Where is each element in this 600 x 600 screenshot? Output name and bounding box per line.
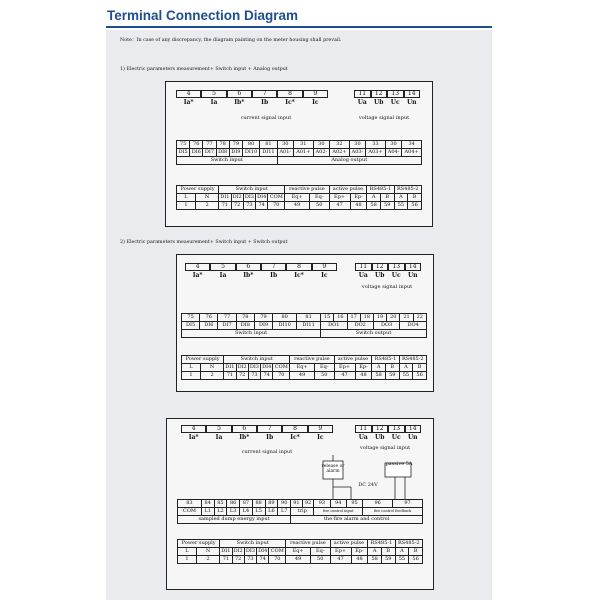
terminal-number: 70 — [268, 202, 285, 210]
terminal-label: Ib* — [234, 99, 245, 106]
terminal-number: 74 — [256, 202, 268, 210]
terminal-label: A — [395, 548, 409, 556]
terminal-label: N — [195, 194, 218, 202]
terminal-number: 87 — [240, 500, 253, 508]
terminal-label: Eq+ — [285, 194, 310, 202]
io-number-row — [177, 141, 422, 149]
terminal-label: Ia — [219, 272, 227, 279]
terminal-number: 48 — [351, 556, 368, 564]
terminal-number: 71 — [224, 372, 236, 380]
terminal-label: Ep- — [350, 194, 367, 202]
terminal-number: 50 — [310, 556, 330, 564]
terminal-label: Ia* — [183, 99, 194, 106]
terminal-label: COM — [269, 194, 283, 200]
terminal-number: 59 — [381, 556, 395, 564]
terminal-label: DI3 — [244, 194, 254, 200]
terminal-label: Uc — [390, 99, 400, 106]
terminal-number: 6 — [232, 425, 257, 433]
terminal-label: Un — [407, 434, 418, 441]
power-header-row — [178, 540, 423, 548]
terminal-number: 73 — [248, 372, 260, 380]
terminal-number: 88 — [252, 500, 265, 508]
terminal-label: DI5 — [182, 322, 200, 330]
terminal-number: 21 — [400, 314, 413, 322]
group-header: RS485-1 — [367, 186, 394, 194]
terminal-label: Ia — [210, 99, 218, 106]
terminal-label: Ia — [215, 434, 223, 441]
terminal-number: 50 — [309, 202, 329, 210]
terminal-number: 11 — [355, 425, 372, 433]
diagram-1 — [165, 81, 433, 227]
terminal-number: 58 — [368, 556, 382, 564]
terminal-number: 81 — [297, 314, 321, 322]
terminal-number: 49 — [290, 372, 315, 380]
power-label-row — [178, 548, 423, 556]
terminal-label: Eq- — [314, 364, 334, 372]
terminal-number: 73 — [244, 556, 256, 564]
terminal-label: DI3 — [249, 364, 259, 370]
power-label-row — [182, 364, 427, 372]
terminal-number: 32 — [330, 141, 350, 149]
terminal-label: B — [380, 194, 394, 202]
terminal-label: L — [177, 194, 196, 202]
terminal-label: DO3 — [373, 322, 399, 330]
terminal-label: DI9 — [229, 149, 242, 157]
terminal-label: Ua — [358, 434, 368, 441]
switch-input-caption: Switch input — [177, 157, 278, 165]
terminal-number: 70 — [269, 556, 286, 564]
group-header: RS485-1 — [372, 356, 399, 364]
terminal-label: L2 — [214, 508, 227, 516]
terminal-label: B — [381, 548, 395, 556]
terminal-number: 79 — [254, 314, 272, 322]
terminal-label: L3 — [227, 508, 240, 516]
terminal-label: A02- — [313, 149, 329, 157]
terminal-number: 71 — [220, 556, 232, 564]
terminal-number: 77 — [203, 141, 216, 149]
terminal-label: DI4 — [258, 548, 268, 554]
io-table-1 — [176, 140, 422, 165]
terminal-label: Ic* — [285, 99, 295, 106]
terminal-label: Ib — [270, 272, 278, 279]
terminal-label: Ep- — [351, 548, 368, 556]
terminal-number: 55 — [394, 202, 408, 210]
group-header: active pulse — [334, 356, 372, 364]
terminal-label: L7 — [278, 508, 291, 516]
terminal-label: Ic — [312, 99, 319, 106]
terminal-number: 95 — [346, 500, 362, 508]
power-header-row — [182, 356, 427, 364]
terminal-label: DI5 — [177, 149, 190, 157]
terminal-number: 72 — [232, 556, 244, 564]
terminal-number: 58 — [372, 372, 386, 380]
terminal-label: A — [399, 364, 413, 372]
terminal-label: DI1 — [225, 364, 235, 370]
section-1-heading: 1) Electric parameters measurement+ Switch input + Analog output — [120, 67, 288, 72]
terminal-label: L5 — [252, 508, 265, 516]
terminal-label: Uc — [391, 272, 401, 279]
terminal-label: Ub — [375, 434, 385, 441]
terminal-label: A04- — [385, 149, 401, 157]
terminal-label: Eq+ — [290, 364, 315, 372]
group-header: reactive pulse — [290, 356, 334, 364]
terminal-number: 5 — [201, 90, 226, 98]
terminal-label: A — [394, 194, 408, 202]
terminal-number: 80 — [242, 141, 259, 149]
terminal-number: 33 — [366, 141, 386, 149]
terminal-number: 9 — [308, 425, 333, 433]
group-header: active pulse — [330, 540, 368, 548]
io-caption-row — [177, 157, 422, 165]
terminal-label: DI9 — [254, 322, 272, 330]
terminal-number: 30 — [313, 141, 329, 149]
terminal-number: 30 — [385, 141, 401, 149]
release-label: release or alarm — [321, 464, 345, 474]
terminal-label: DI3 — [245, 548, 255, 554]
dc-label: DC 24V — [358, 482, 378, 488]
terminal-label: DO1 — [321, 322, 347, 330]
terminal-number: 9 — [303, 90, 328, 98]
group-header: RS485-2 — [399, 356, 426, 364]
terminal-number: 89 — [265, 500, 278, 508]
analog-output-caption: Analog output — [277, 157, 421, 165]
page-title: Terminal Connection Diagram — [107, 8, 299, 23]
terminal-number: 49 — [285, 202, 310, 210]
terminal-label: Ua — [357, 99, 367, 106]
terminal-label: Ic* — [290, 434, 300, 441]
switch-output-caption: Switch output — [321, 330, 427, 338]
terminal-label: DI6 — [200, 322, 218, 330]
terminal-number: 4 — [176, 90, 201, 98]
terminal-number: 20 — [387, 314, 400, 322]
terminal-number: 48 — [355, 372, 372, 380]
terminal-label: DI2 — [237, 364, 247, 370]
terminal-number: 8 — [286, 263, 311, 271]
terminal-number: 30 — [349, 141, 365, 149]
group-header: reactive pulse — [286, 540, 330, 548]
terminal-label: A — [372, 364, 386, 372]
fire-caption-row — [178, 516, 423, 524]
terminal-number: 5 — [206, 425, 231, 433]
terminal-number: 31 — [293, 141, 313, 149]
terminal-number: 92 — [302, 500, 314, 508]
passive-label: passive 5A — [385, 461, 413, 467]
terminal-number: 8 — [282, 425, 307, 433]
terminal-label: fire control input — [314, 508, 363, 516]
terminal-number: 94 — [330, 500, 346, 508]
terminal-number: 97 — [393, 500, 423, 508]
terminal-label: Un — [406, 99, 417, 106]
terminal-label: DI6 — [190, 149, 203, 157]
terminal-label: COM — [274, 364, 288, 370]
diagram-3 — [166, 418, 434, 590]
terminal-number: 48 — [350, 202, 367, 210]
terminal-label: DI8 — [216, 149, 229, 157]
section-2-heading: 2) Electric parameters measurement+ Switch input + Switch output — [120, 240, 288, 245]
group-header: Power supply — [178, 540, 220, 548]
terminal-number: 15 — [321, 314, 334, 322]
terminal-number: 70 — [273, 372, 290, 380]
terminal-number: 56 — [413, 372, 427, 380]
terminal-label: Ia* — [188, 434, 199, 441]
terminal-label: Uc — [391, 434, 401, 441]
terminal-number: 11 — [355, 263, 372, 271]
fire-label-row — [178, 508, 423, 516]
terminal-label: A02+ — [330, 149, 350, 157]
terminal-number: 2 — [200, 372, 223, 380]
terminal-label: Ic — [317, 434, 324, 441]
terminal-label: Ia* — [192, 272, 203, 279]
voltage-caption: voltage signal input — [358, 115, 410, 121]
terminal-number: 14 — [405, 425, 422, 433]
terminal-number: 34 — [402, 141, 422, 149]
terminal-number: 7 — [257, 425, 282, 433]
terminal-number: 59 — [380, 202, 394, 210]
terminal-label: DO2 — [347, 322, 373, 330]
io-caption-row — [182, 330, 427, 338]
terminal-number: 90 — [278, 500, 291, 508]
terminal-number: 6 — [227, 90, 252, 98]
terminal-label: Ep+ — [330, 548, 351, 556]
terminal-number: 22 — [413, 314, 426, 322]
terminal-label: Un — [407, 272, 418, 279]
terminal-number: 12 — [372, 263, 389, 271]
terminal-label: Eq- — [309, 194, 329, 202]
terminal-number: 9 — [312, 263, 337, 271]
terminal-label: DI4 — [262, 364, 272, 370]
terminal-label: Ib — [266, 434, 274, 441]
power-number-row — [178, 556, 423, 564]
terminal-number: 14 — [404, 90, 421, 98]
terminal-label: trip — [291, 508, 314, 516]
terminal-number: 8 — [277, 90, 302, 98]
power-number-row — [177, 202, 422, 210]
fire-number-row — [178, 500, 423, 508]
terminal-label: DI8 — [236, 322, 254, 330]
terminal-number: 55 — [395, 556, 409, 564]
terminal-label: DI2 — [233, 548, 243, 554]
terminal-label: A — [368, 548, 382, 556]
terminal-label: B — [385, 364, 399, 372]
current-caption: current signal input — [240, 115, 292, 121]
terminal-label: Eq+ — [286, 548, 311, 556]
terminal-number: 17 — [347, 314, 360, 322]
terminal-number: 96 — [363, 500, 393, 508]
terminal-label: Ub — [375, 272, 385, 279]
title-rule — [106, 26, 492, 28]
terminal-number: 47 — [334, 372, 355, 380]
terminal-number: 76 — [190, 141, 203, 149]
terminal-number: 91 — [291, 500, 303, 508]
group-header: RS485-1 — [368, 540, 395, 548]
terminal-number: 59 — [385, 372, 399, 380]
power-number-row — [182, 372, 427, 380]
terminal-number: 12 — [371, 90, 388, 98]
terminal-label: DI7 — [218, 322, 236, 330]
terminal-label: N — [196, 548, 219, 556]
terminal-label: Eq- — [310, 548, 330, 556]
terminal-number: 5 — [210, 263, 235, 271]
group-header: Switch input — [220, 540, 286, 548]
terminal-number: 13 — [388, 425, 405, 433]
terminal-number: 1 — [182, 372, 201, 380]
group-header: Switch input — [224, 356, 290, 364]
terminal-number: 2 — [196, 556, 219, 564]
terminal-number: 13 — [387, 90, 404, 98]
terminal-number: 12 — [372, 425, 389, 433]
terminal-number: 6 — [236, 263, 261, 271]
terminal-label: N — [200, 364, 223, 372]
terminal-number: 16 — [334, 314, 347, 322]
terminal-number: 2 — [195, 202, 218, 210]
terminal-label: B — [413, 364, 427, 372]
terminal-number: 78 — [216, 141, 229, 149]
terminal-number: 81 — [260, 141, 277, 149]
terminal-number: 56 — [409, 556, 423, 564]
io-table-2 — [181, 313, 427, 338]
switch-input-caption: Switch input — [182, 330, 321, 338]
terminal-number: 74 — [257, 556, 269, 564]
group-header: RS485-2 — [395, 540, 422, 548]
terminal-label: Ic — [321, 272, 328, 279]
terminal-number: 1 — [177, 202, 196, 210]
terminal-number: 73 — [243, 202, 255, 210]
terminal-label: Ep+ — [334, 364, 355, 372]
terminal-number: 86 — [227, 500, 240, 508]
terminal-label: Ub — [374, 99, 384, 106]
terminal-number: 11 — [354, 90, 371, 98]
terminal-label: B — [408, 194, 422, 202]
current-caption: current signal input — [241, 449, 293, 455]
terminal-number: 50 — [314, 372, 334, 380]
terminal-number: 75 — [177, 141, 190, 149]
terminal-label: COM — [178, 508, 202, 516]
group-header: RS485-2 — [394, 186, 421, 194]
terminal-number: 1 — [178, 556, 197, 564]
terminal-label: Ua — [358, 272, 368, 279]
terminal-number: 83 — [178, 500, 202, 508]
voltage-caption: voltage signal input — [361, 284, 413, 290]
group-header: Power supply — [182, 356, 224, 364]
terminal-number: 72 — [231, 202, 243, 210]
terminal-label: A03+ — [366, 149, 386, 157]
terminal-label: Ep+ — [329, 194, 350, 202]
sampled-energy-caption: sampled dump energy input — [178, 516, 291, 524]
io-label-row — [182, 322, 427, 330]
power-header-row — [177, 186, 422, 194]
terminal-label: DI1 — [220, 194, 230, 200]
terminal-number: 4 — [181, 425, 206, 433]
terminal-number: 47 — [330, 556, 351, 564]
relay-wiring-diagram — [307, 453, 427, 499]
terminal-label: DO4 — [400, 322, 427, 330]
terminal-number: 14 — [405, 263, 422, 271]
terminal-number: 76 — [200, 314, 218, 322]
terminal-number: 7 — [252, 90, 277, 98]
terminal-label: Ib* — [239, 434, 250, 441]
terminal-number: 55 — [399, 372, 413, 380]
terminal-number: 30 — [277, 141, 293, 149]
terminal-label: L — [178, 548, 197, 556]
terminal-number: 72 — [236, 372, 248, 380]
power-table-2 — [181, 355, 427, 380]
terminal-label: COM — [270, 548, 284, 554]
terminal-label: L4 — [240, 508, 253, 516]
terminal-number: 19 — [373, 314, 386, 322]
terminal-label: DI7 — [203, 149, 216, 157]
terminal-label: DI10 — [242, 149, 259, 157]
terminal-label: A01+ — [293, 149, 313, 157]
terminal-number: 58 — [367, 202, 381, 210]
group-header: Switch input — [219, 186, 285, 194]
terminal-number: 84 — [201, 500, 214, 508]
terminal-label: DI2 — [232, 194, 242, 200]
power-label-row — [177, 194, 422, 202]
terminal-label: DI10 — [273, 322, 297, 330]
terminal-label: A03- — [349, 149, 365, 157]
fire-table — [177, 499, 423, 524]
terminal-number: 7 — [261, 263, 286, 271]
terminal-label: Ib* — [243, 272, 254, 279]
terminal-number: 80 — [273, 314, 297, 322]
diagram-2 — [176, 254, 434, 392]
terminal-label: Ic* — [294, 272, 304, 279]
terminal-number: 18 — [360, 314, 373, 322]
terminal-label: L1 — [201, 508, 214, 516]
terminal-label: DI11 — [297, 322, 321, 330]
terminal-label: Ib — [261, 99, 269, 106]
group-header: active pulse — [329, 186, 367, 194]
terminal-label: L6 — [265, 508, 278, 516]
terminal-number: 49 — [286, 556, 311, 564]
terminal-number: 4 — [185, 263, 210, 271]
terminal-number: 13 — [388, 263, 405, 271]
note-text: Note：In case of any discrepancy, the diagram painting on the meter housing shall prevail. — [120, 38, 342, 43]
terminal-number: 56 — [408, 202, 422, 210]
terminal-label: DI4 — [257, 194, 267, 200]
group-header: reactive pulse — [285, 186, 329, 194]
terminal-label: A01- — [277, 149, 293, 157]
power-table-1 — [176, 185, 422, 210]
terminal-label: A04+ — [402, 149, 422, 157]
terminal-label: DI1 — [221, 548, 231, 554]
terminal-number: 74 — [261, 372, 273, 380]
terminal-number: 47 — [329, 202, 350, 210]
io-number-row — [182, 314, 427, 322]
terminal-number: 71 — [219, 202, 231, 210]
terminal-label: B — [409, 548, 423, 556]
terminal-number: 85 — [214, 500, 227, 508]
terminal-number: 79 — [229, 141, 242, 149]
terminal-label: L — [182, 364, 201, 372]
terminal-label: Ep- — [355, 364, 372, 372]
terminal-label: A — [367, 194, 381, 202]
terminal-label: fire control feedback — [363, 508, 423, 516]
voltage-caption: voltage signal input — [359, 445, 411, 451]
power-table-3 — [177, 539, 423, 564]
group-header: Power supply — [177, 186, 219, 194]
terminal-label: DI11 — [260, 149, 277, 157]
terminal-number: 78 — [236, 314, 254, 322]
io-label-row — [177, 149, 422, 157]
terminal-number: 75 — [182, 314, 200, 322]
terminal-number: 77 — [218, 314, 236, 322]
terminal-number: 93 — [314, 500, 330, 508]
fire-alarm-caption: the fire alarm and control — [291, 516, 423, 524]
